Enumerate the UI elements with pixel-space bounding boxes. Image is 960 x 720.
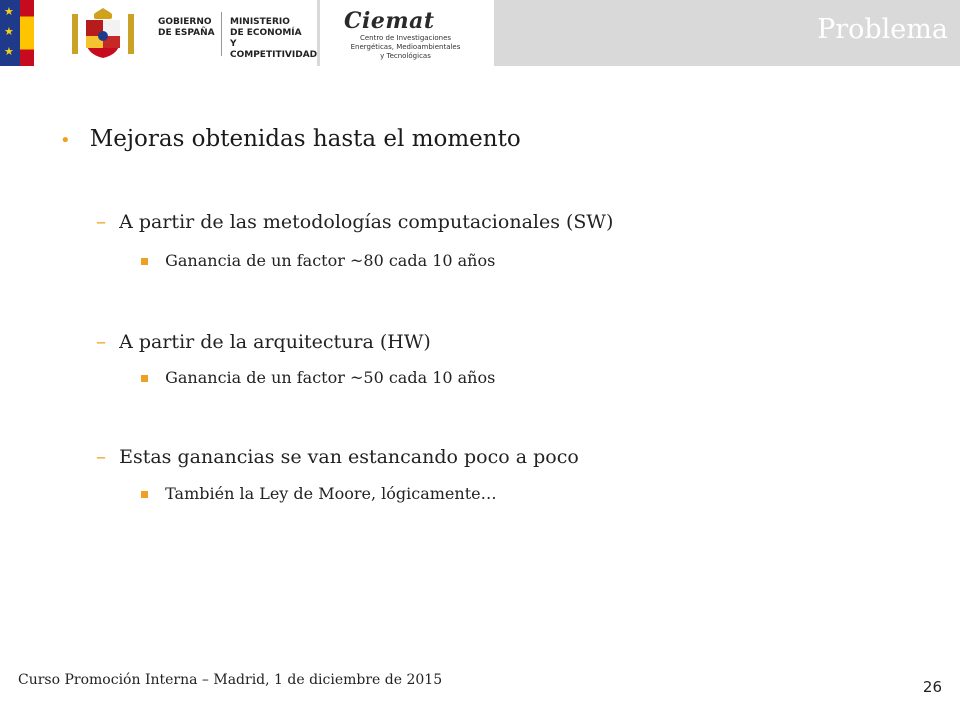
dash-icon: – bbox=[96, 209, 106, 233]
divider bbox=[221, 12, 222, 56]
square-bullet-icon bbox=[141, 375, 148, 382]
ciemat-logo bbox=[320, 0, 491, 66]
list-item bbox=[96, 444, 579, 468]
main-heading: Mejoras obtenidas hasta el momento bbox=[89, 126, 521, 152]
square-bullet-icon bbox=[141, 258, 148, 265]
gov-line-2: DE ESPAÑA bbox=[158, 28, 215, 38]
slide-title: Problema bbox=[817, 14, 948, 45]
dash-icon: – bbox=[96, 329, 106, 353]
ciemat-line-1: Centro de Investigaciones bbox=[359, 34, 452, 42]
sub-item bbox=[141, 368, 495, 387]
ciemat-wordmark: Ciemat bbox=[344, 8, 435, 34]
sub-item bbox=[141, 484, 497, 503]
list-item-text: Estas ganancias se van estancando poco a poco bbox=[119, 446, 579, 468]
banner-divider bbox=[491, 0, 494, 66]
ciemat-line-2: Energéticas, Medioambientales bbox=[350, 43, 461, 51]
header-banner bbox=[0, 0, 960, 66]
flags-strip bbox=[0, 0, 34, 66]
ministry-line-3: Y COMPETITIVIDAD bbox=[230, 39, 318, 60]
government-name bbox=[158, 17, 215, 39]
ciemat-subtitle bbox=[320, 34, 491, 61]
sub-item-text: Ganancia de un factor ~50 cada 10 años bbox=[165, 368, 496, 387]
bullet-icon: • bbox=[60, 130, 71, 151]
ministry-line-2: DE ECONOMÍA bbox=[230, 28, 302, 38]
list-item-text: A partir de las metodologías computacionales (SW) bbox=[119, 211, 614, 233]
list-item bbox=[96, 329, 431, 353]
heading-row bbox=[60, 126, 521, 152]
square-bullet-icon bbox=[141, 491, 148, 498]
eu-flag-icon: ★ ★ ★ bbox=[0, 0, 20, 66]
dash-icon: – bbox=[96, 444, 106, 468]
footer-text: Curso Promoción Interna – Madrid, 1 de diciembre de 2015 bbox=[18, 672, 443, 688]
list-item-text: A partir de la arquitectura (HW) bbox=[119, 331, 431, 353]
gov-line-1: GOBIERNO bbox=[158, 17, 212, 27]
ciemat-line-3: y Tecnológicas bbox=[380, 52, 431, 60]
coat-of-arms-icon bbox=[68, 6, 138, 60]
page-number: 26 bbox=[922, 678, 942, 696]
government-logo bbox=[34, 0, 317, 66]
ministry-name bbox=[230, 17, 317, 61]
sub-item bbox=[141, 251, 495, 270]
sub-item-text: También la Ley de Moore, lógicamente… bbox=[165, 484, 497, 503]
sub-item-text: Ganancia de un factor ~80 cada 10 años bbox=[165, 251, 496, 270]
ministry-line-1: MINISTERIO bbox=[230, 17, 290, 27]
spain-flag-icon bbox=[20, 0, 34, 66]
list-item bbox=[96, 209, 613, 233]
